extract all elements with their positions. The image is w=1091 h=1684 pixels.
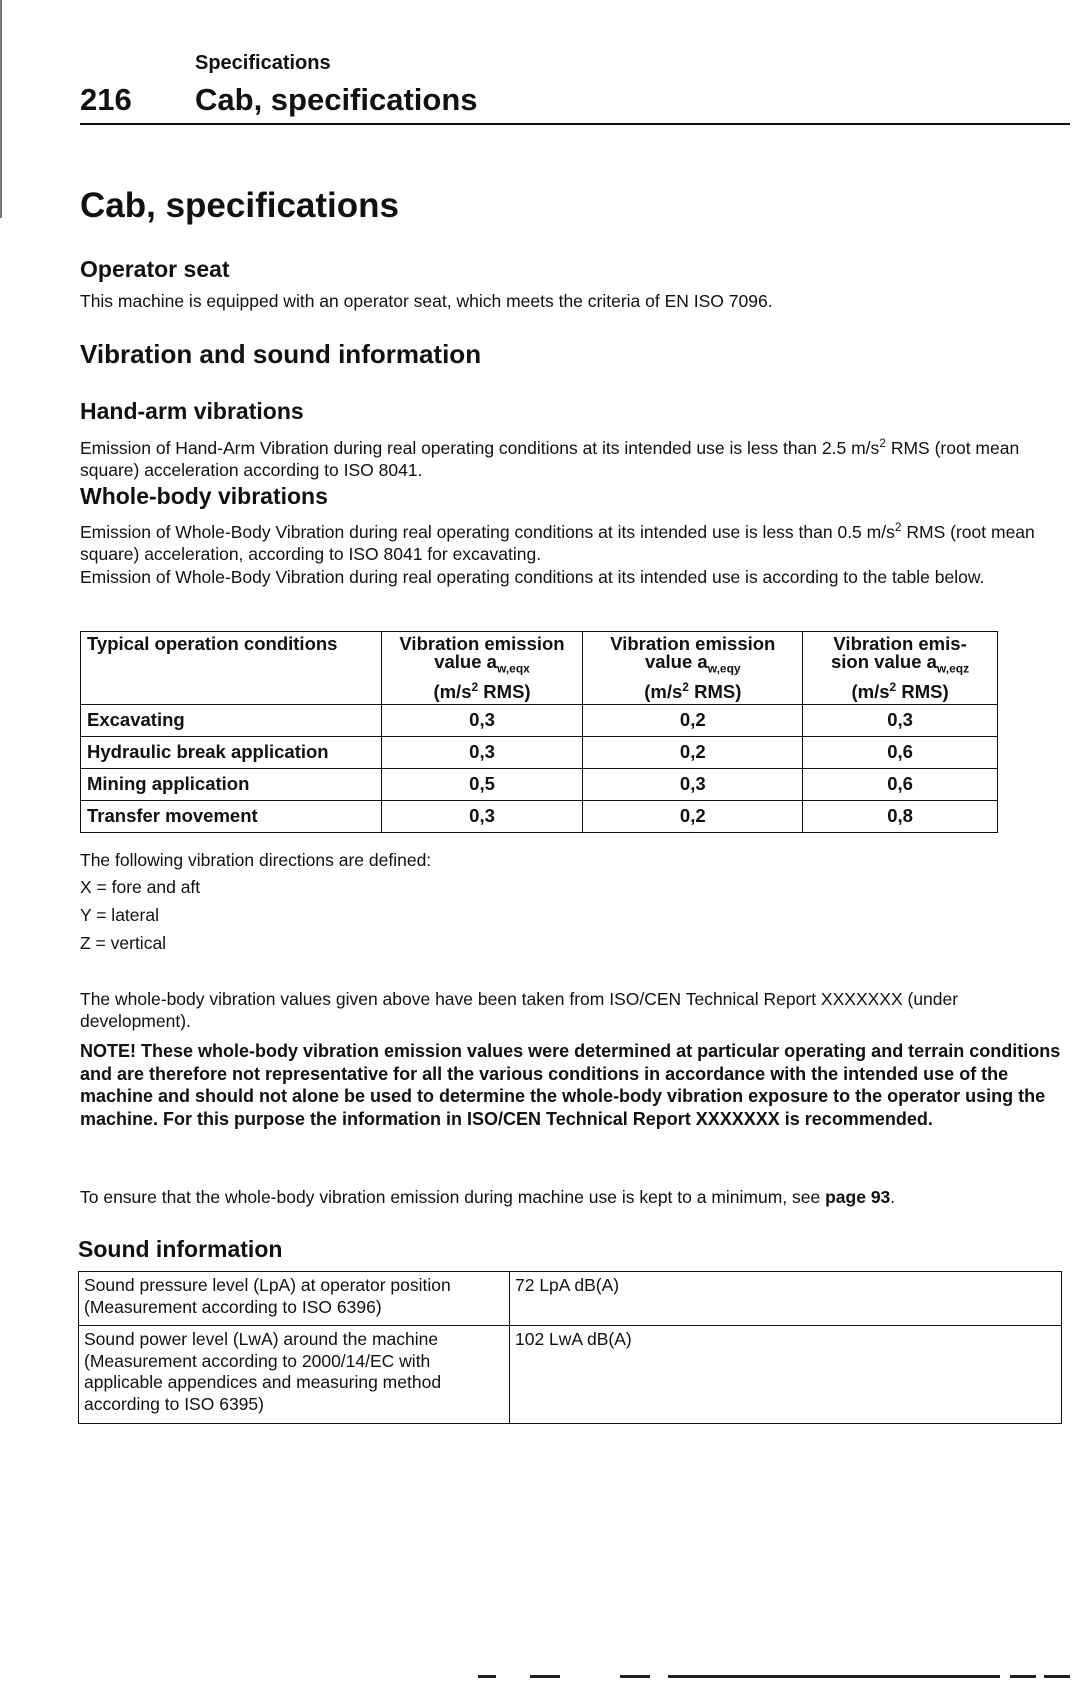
minimum-text: To ensure that the whole-body vibration emission during machine use is kept to a minimum, see page 93. <box>80 1187 896 1207</box>
row-value-y: 0,2 <box>583 704 803 736</box>
sound-row-value: 72 LpA dB(A) <box>510 1272 1062 1326</box>
row-value-x: 0,3 <box>381 800 583 832</box>
scan-edge-mark <box>0 0 2 218</box>
footer-mark <box>478 1675 496 1678</box>
header-operation-conditions: Typical operation conditions <box>81 632 382 705</box>
row-value-z: 0,8 <box>803 800 998 832</box>
report-text: The whole-body vibration values given above have been taken from ISO/CEN Technical Report XXXXXXX (under development). <box>80 989 959 1031</box>
row-value-x: 0,3 <box>381 736 583 768</box>
row-condition: Hydraulic break application <box>81 736 382 768</box>
row-value-y: 0,2 <box>583 736 803 768</box>
row-condition: Mining application <box>81 768 382 800</box>
sound-row-value: 102 LwA dB(A) <box>510 1326 1062 1424</box>
header-vibration-z: Vibration emis- sion value $a_{w,eqz}$ ($m/s^2$ RMS) <box>803 632 998 705</box>
footer-mark <box>530 1675 560 1678</box>
header-divider <box>80 123 1070 125</box>
page-title: Cab, specifications <box>80 186 399 225</box>
hand-arm-heading: Hand-arm vibrations <box>80 398 304 424</box>
whole-body-text-2: Emission of Whole-Body Vibration during real operating conditions at its intended use is according to the table below. <box>80 567 985 587</box>
operator-seat-text: This machine is equipped with an operator seat, which meets the criteria of EN ISO 7096. <box>80 291 773 311</box>
page-number: 216 <box>80 82 132 117</box>
direction-y: Y = lateral <box>80 905 159 925</box>
table-row <box>81 800 998 832</box>
header-vibration-x: Vibration emission value $a_{w,eqx}$ ($m/s^2$ RMS) <box>381 632 583 705</box>
row-condition: Transfer movement <box>81 800 382 832</box>
row-condition: Excavating <box>81 704 382 736</box>
page-reference-link[interactable]: page 93 <box>825 1187 891 1207</box>
whole-body-text-1: Emission of Whole-Body Vibration during real operating conditions at its intended use is less than 0.5 $m/s^2$ RMS (root mean square) acceleration, according to ISO 8041 for excavating. <box>80 520 1035 564</box>
directions-intro: The following vibration directions are defined: <box>80 850 432 870</box>
row-value-z: 0,6 <box>803 768 998 800</box>
vibration-sound-heading: Vibration and sound information <box>80 339 482 369</box>
row-value-x: 0,5 <box>381 768 583 800</box>
direction-x: X = fore and aft <box>80 877 201 897</box>
operator-seat-heading: Operator seat <box>80 256 230 282</box>
footer-mark <box>1010 1675 1036 1678</box>
table-row <box>81 736 998 768</box>
header-section-label: Specifications <box>195 52 331 74</box>
row-value-x: 0,3 <box>381 704 583 736</box>
sound-row-label: Sound power level (LwA) around the machine (Measurement according to 2000/14/EC with applicable appendices and measuring method according to ISO 6395) <box>79 1326 510 1424</box>
footer-mark <box>1044 1675 1070 1678</box>
direction-z: Z = vertical <box>80 933 167 953</box>
table-row <box>79 1326 1062 1424</box>
sound-row-label: Sound pressure level (LpA) at operator position (Measurement according to ISO 6396) <box>79 1272 510 1326</box>
header-title: Cab, specifications <box>195 82 478 117</box>
footer-mark <box>620 1675 650 1678</box>
hand-arm-text: Emission of Hand-Arm Vibration during real operating conditions at its intended use is less than 2.5 $m/s^2$ RMS (root mean square) acceleration according to ISO 8041. <box>80 436 1020 480</box>
sound-table <box>78 1271 1062 1424</box>
note-text: NOTE! These whole-body vibration emission values were determined at particular operating and terrain conditions and are therefore not representative for all the various conditions in accordance with the intended use of the machine and should not alone be used to determine the whole-body vibration exposure to the operator using the machine. For this purpose the information in ISO/CEN Technical Report XXXXXXX is recommended. <box>80 1041 1061 1129</box>
row-value-z: 0,6 <box>803 736 998 768</box>
sound-heading: Sound information <box>78 1236 283 1262</box>
row-value-y: 0,2 <box>583 800 803 832</box>
header-vibration-y: Vibration emission value $a_{w,eqy}$ ($m/s^2$ RMS) <box>583 632 803 705</box>
table-row <box>81 704 998 736</box>
row-value-y: 0,3 <box>583 768 803 800</box>
vibration-table-header <box>81 632 998 705</box>
table-row <box>79 1272 1062 1326</box>
vibration-table <box>80 631 998 833</box>
footer-mark <box>668 1675 1000 1678</box>
whole-body-heading: Whole-body vibrations <box>80 483 328 509</box>
table-row <box>81 768 998 800</box>
row-value-z: 0,3 <box>803 704 998 736</box>
